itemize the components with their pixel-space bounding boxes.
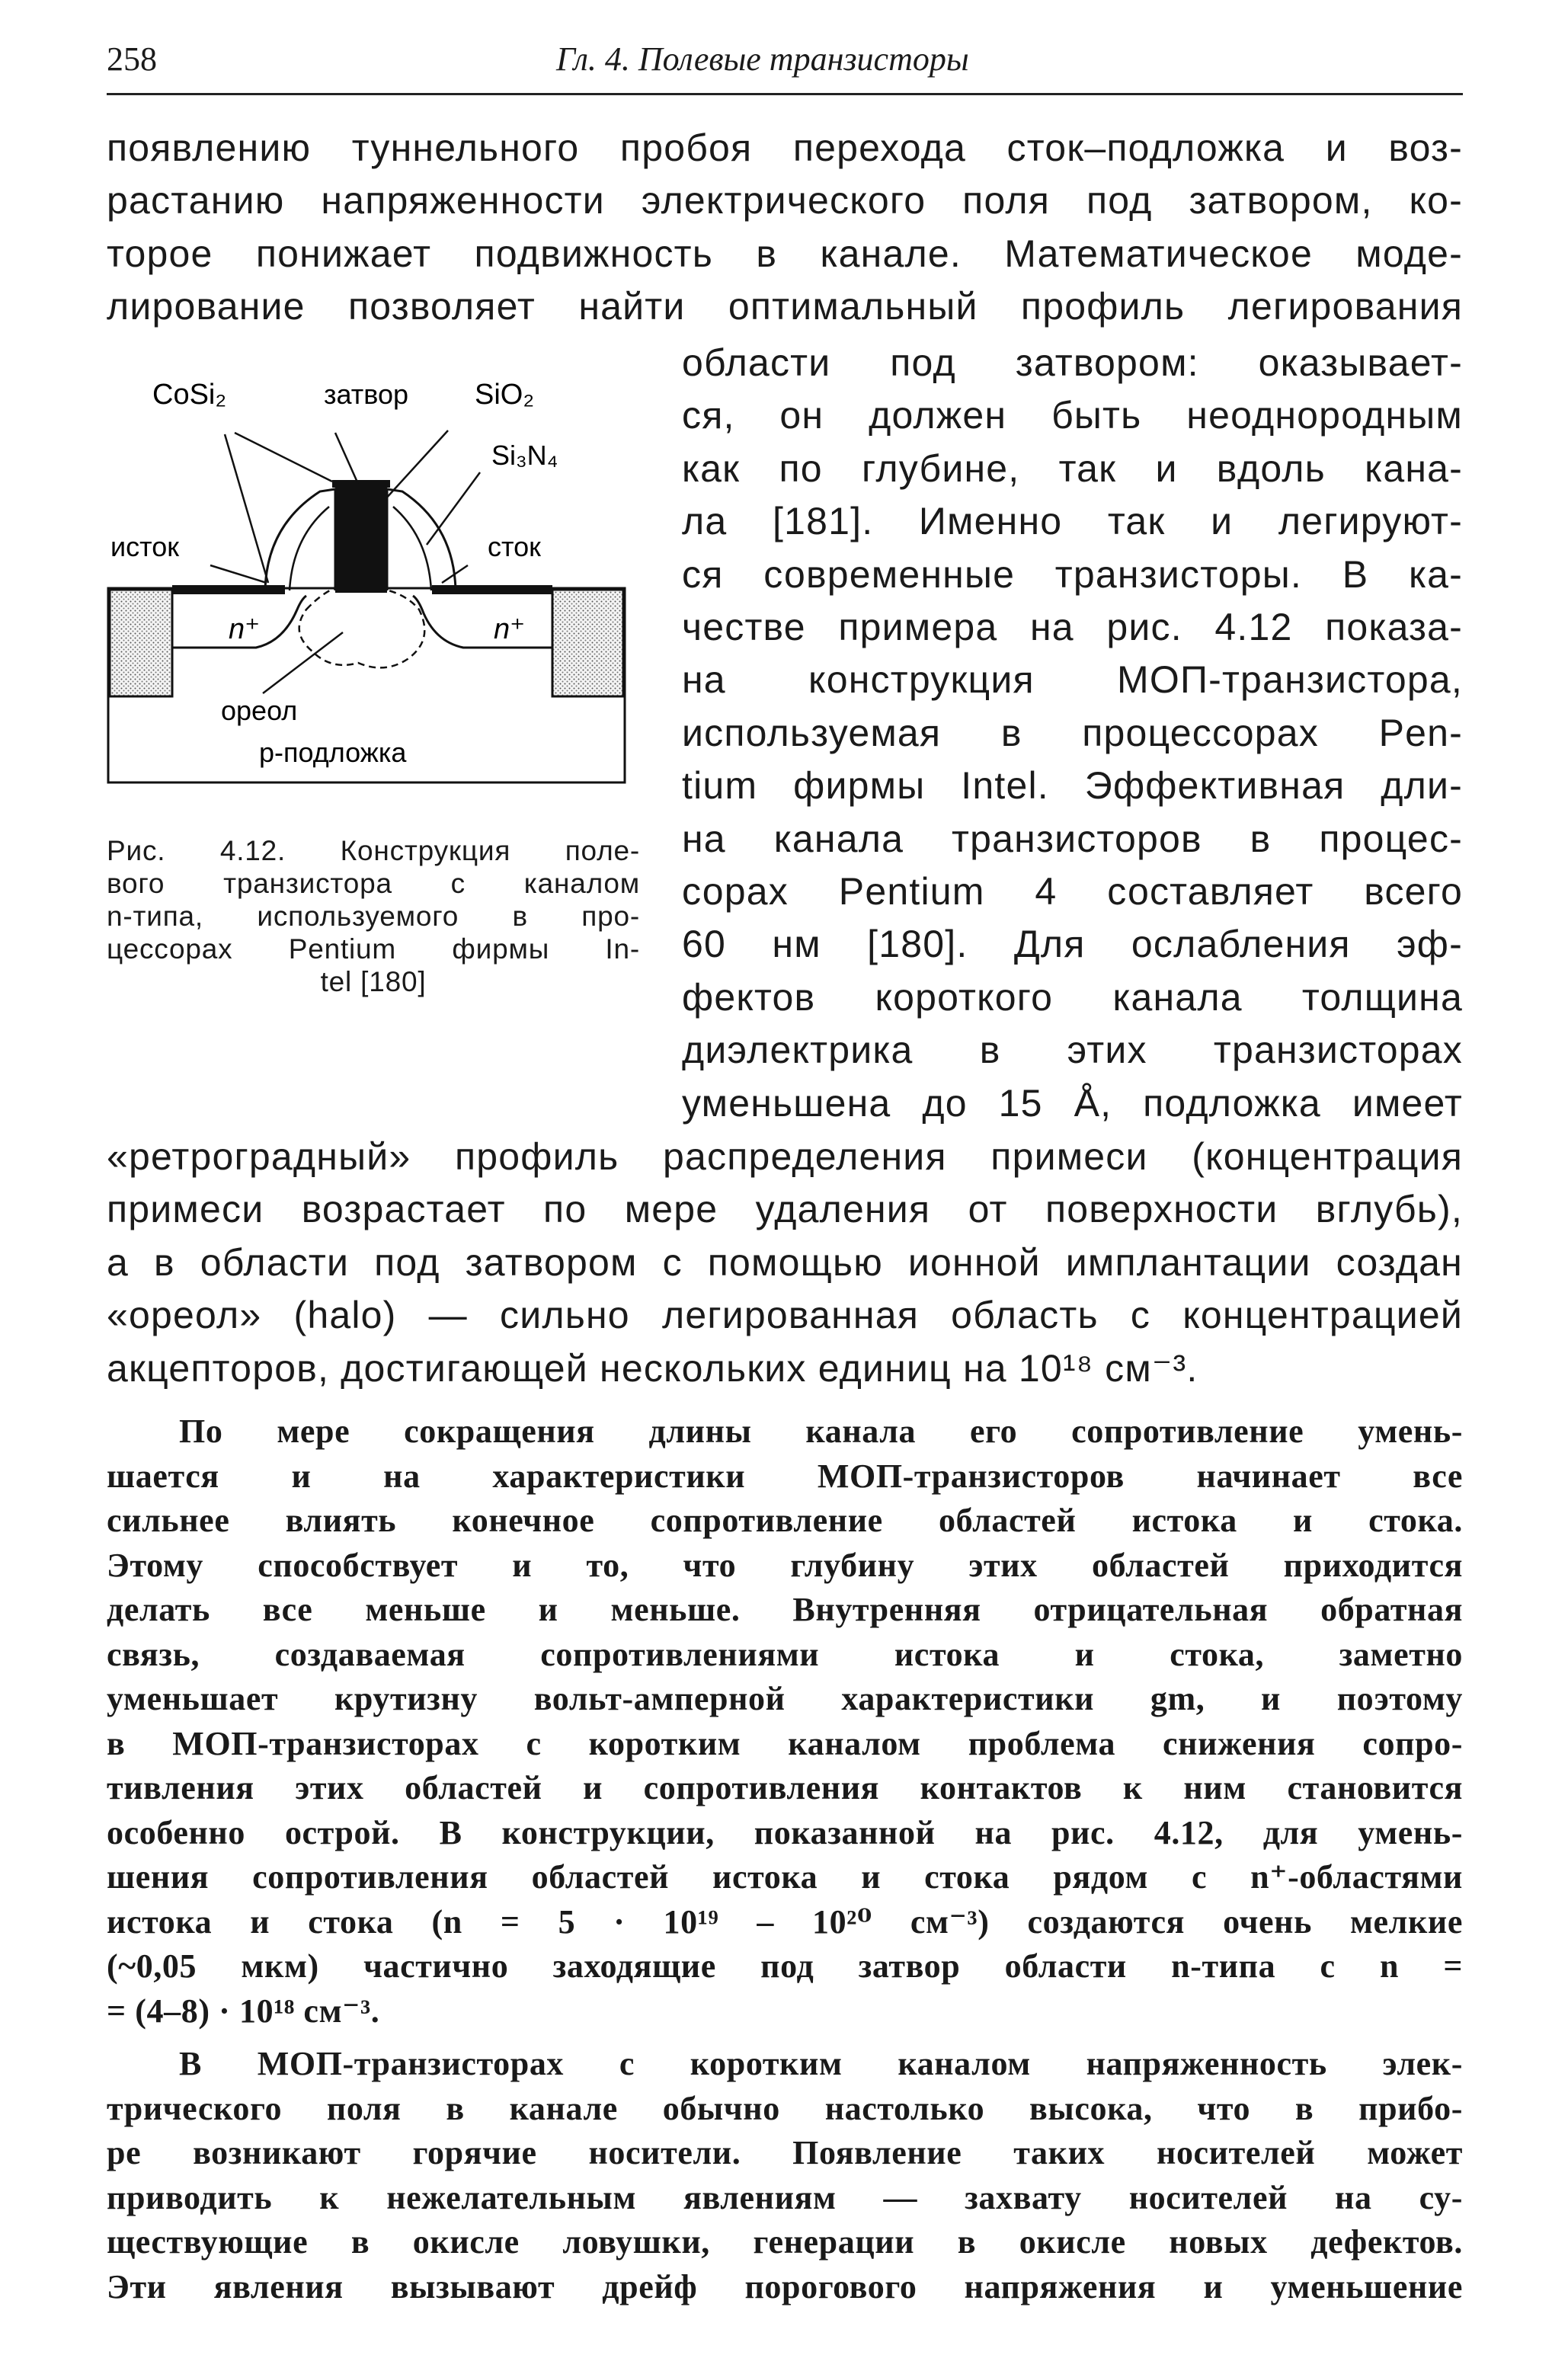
label-n-plus-left: n⁺ (229, 613, 261, 645)
text-line: По мере сокращения длины канала его сопротивление умень- (179, 1413, 1463, 1450)
label-substrate: p-подложка (259, 737, 407, 768)
label-si3n4: Si₃N₄ (491, 440, 558, 471)
text-line: особенно острой. В конструкции, показанной на рис. 4.12, для умень- (107, 1813, 1463, 1851)
label-halo: ореол (221, 695, 298, 726)
running-title: Гл. 4. Полевые транзисторы (556, 40, 969, 78)
leader-source (210, 565, 267, 583)
figure-mosfet-cross-section (107, 358, 640, 785)
text-line: ла [181]. Именно так и легируют- (682, 500, 1463, 543)
leader-cosi2-gate (235, 433, 332, 482)
text-line: шения сопротивления областей истока и стока рядом с n⁺-областями (107, 1858, 1463, 1896)
text-line: на канала транзисторов в процес- (682, 817, 1463, 860)
isolation-left (110, 590, 172, 696)
text-line: области под затвором: оказывает- (682, 341, 1463, 384)
text-line: ществующие в окисле ловушки, генерации в окисле новых дефектов. (107, 2223, 1463, 2261)
figure-caption (107, 834, 640, 998)
label-drain: сток (488, 531, 541, 562)
leader-cosi2 (225, 434, 268, 583)
text-line: сорах Pentium 4 составляет всего (682, 870, 1463, 914)
caption-line: цессорах Pentium фирмы In- (107, 933, 640, 965)
text-line: tium фирмы Intel. Эффективная дли- (682, 764, 1463, 808)
gate-silicide (332, 480, 390, 488)
paragraph-series-resistance (107, 1409, 1463, 2033)
label-sio2: SiO₂ (475, 379, 535, 411)
text-line: ре возникают горячие носители. Появление таких носителей может (107, 2134, 1463, 2171)
silicide-drain (432, 585, 552, 594)
leader-gate (335, 433, 358, 484)
text-line: используемая в процессорах Pen- (682, 711, 1463, 754)
running-header (107, 40, 1463, 95)
text-line: фектов короткого канала толщина (682, 975, 1463, 1019)
text-line: появлению туннельного пробоя перехода сток–подложка и воз- (107, 126, 1463, 169)
isolation-right (552, 590, 623, 696)
halo-region (299, 585, 425, 667)
intro-paragraph (107, 122, 1463, 334)
silicide-source (172, 585, 285, 594)
text-line: трического поля в канале обычно настолько высока, что в прибо- (107, 2089, 1463, 2127)
sio2-liner-left (290, 507, 329, 590)
n-plus-drain-junction (413, 596, 552, 648)
caption-line: Рис. 4.12. Конструкция поле- (107, 835, 640, 866)
caption-line: вого транзистора с каналом (107, 868, 640, 899)
text-line: Этому способствует и то, что глубину этих областей приходится (107, 1546, 1463, 1584)
mosfet-diagram (107, 358, 640, 785)
text-line: как по глубине, так и вдоль кана- (682, 446, 1463, 490)
continued-paragraph (107, 1131, 1463, 1395)
text-line: = (4–8) · 10¹⁸ см⁻³. (107, 1992, 380, 2030)
text-line: «ретроградный» профиль распределения примеси (концентрация (107, 1135, 1463, 1178)
text-line: уменьшена до 15 Å, подложка имеет (682, 1081, 1463, 1125)
gate-electrode (335, 486, 387, 590)
text-line: ся современные транзисторы. В ка- (682, 552, 1463, 596)
label-gate: затвор (324, 379, 408, 410)
text-line: связь, создаваемая сопротивлениями истока и стока, заметно (107, 1635, 1463, 1673)
text-line: сильнее влиять конечное сопротивление областей истока и стока. (107, 1502, 1463, 1539)
text-line: делать все меньше и меньше. Внутренняя отрицательная обратная (107, 1591, 1463, 1628)
text-line: шается и на характеристики МОП-транзисторов начинает все (107, 1457, 1463, 1495)
caption-line: tel [180] (320, 966, 427, 997)
wrapped-text-column (682, 337, 1463, 1130)
text-line: 60 нм [180]. Для ослабления эф- (682, 923, 1463, 966)
label-source: исток (110, 531, 179, 562)
text-line: а в области под затвором с помощью ионной имплантации создан (107, 1240, 1463, 1284)
text-line: Эти явления вызывают дрейф порогового напряжения и уменьшение (107, 2267, 1463, 2305)
text-line: на конструкция МОП-транзистора, (682, 658, 1463, 702)
text-line: акцепторов, достигающей нескольких единиц на 10¹⁸ см⁻³. (107, 1346, 1198, 1390)
text-line: в МОП-транзисторах с коротким каналом проблема снижения сопро- (107, 1724, 1463, 1762)
text-line: торое понижает подвижность в канале. Математическое моде- (107, 232, 1463, 275)
text-line: диэлектрика в этих транзисторах (682, 1029, 1463, 1072)
si3n4-spacer-right (387, 489, 456, 590)
text-line: приводить к нежелательным явлениям — захвату носителей на су- (107, 2178, 1463, 2216)
text-line: истока и стока (n = 5 · 10¹⁹ – 10²⁰ см⁻³) создаются очень мелкие (107, 1902, 1463, 1941)
text-line: лирование позволяет найти оптимальный профиль легирования (107, 285, 1463, 328)
label-n-plus-right: n⁺ (494, 613, 526, 645)
si3n4-spacer-left (265, 489, 335, 590)
sio2-liner-right (393, 507, 431, 590)
text-line: В МОП-транзисторах с коротким каналом напряженность элек- (179, 2045, 1463, 2082)
text-line: честве примера на рис. 4.12 показа- (682, 606, 1463, 649)
page-number: 258 (107, 40, 157, 78)
text-line: ся, он должен быть неоднородным (682, 394, 1463, 437)
caption-line: n-типа, используемого в про- (107, 901, 640, 932)
paragraph-hot-carriers (107, 2042, 1463, 2309)
leader-sio2 (385, 430, 448, 500)
text-line: уменьшает крутизну вольт-амперной характеристики gm, и поэтому (107, 1680, 1463, 1717)
text-line: примеси возрастает по мере удаления от поверхности вглубь), (107, 1188, 1463, 1231)
text-line: растанию напряженности электрического поля под затвором, ко- (107, 179, 1463, 222)
text-line: «ореол» (halo) — сильно легированная область с концентрацией (107, 1294, 1463, 1337)
text-line: (~0,05 мкм) частично заходящие под затвор области n-типа с n = (107, 1947, 1463, 1985)
label-cosi2: CoSi₂ (152, 379, 227, 411)
leader-si3n4 (427, 472, 480, 545)
text-line: тивления этих областей и сопротивления контактов к ним становится (107, 1769, 1463, 1806)
